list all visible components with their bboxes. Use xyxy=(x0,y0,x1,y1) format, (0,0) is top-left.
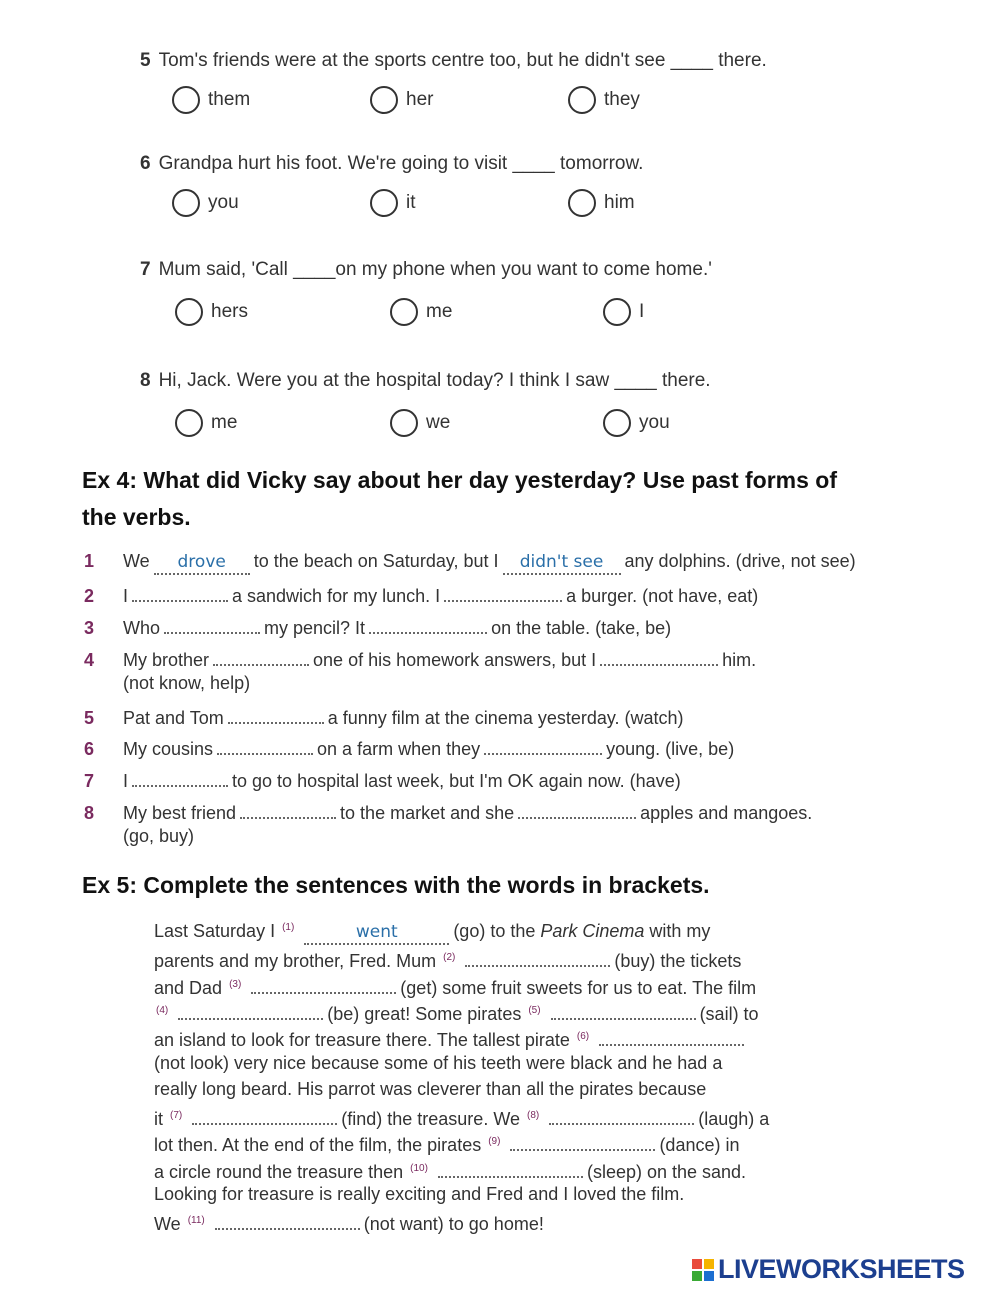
sentence-text: young. (live, be) xyxy=(606,739,735,759)
option-we[interactable] xyxy=(390,409,450,437)
sentence-text: apples and mangoes. xyxy=(640,803,813,823)
gap-number: (9) xyxy=(488,1136,501,1148)
option-they[interactable] xyxy=(568,86,640,114)
option-it[interactable] xyxy=(370,189,416,217)
passage-text: a circle round the treasure then xyxy=(154,1161,409,1182)
ex5-line xyxy=(154,1000,759,1025)
question-text: Hi, Jack. Were you at the hospital today? I think I saw ____ there. xyxy=(158,370,711,391)
passage-text: (find) the treasure. We xyxy=(341,1109,525,1130)
gap-number: (7) xyxy=(170,1110,183,1122)
passage-text: an island to look for treasure there. The tallest pirate xyxy=(154,1030,575,1051)
gap-number: (11) xyxy=(187,1215,205,1227)
passage-text: (laugh) a xyxy=(698,1109,770,1130)
radio-button[interactable] xyxy=(390,409,418,437)
ex4-line xyxy=(84,799,812,824)
sentence-text: My best friend xyxy=(123,803,237,823)
passage-text: and Dad xyxy=(154,977,228,998)
passage-text: (sleep) on the sand. xyxy=(586,1161,747,1182)
answer-blank[interactable] xyxy=(369,614,487,634)
radio-button[interactable] xyxy=(568,189,596,217)
ex5-line xyxy=(154,1131,739,1156)
answer-blank[interactable] xyxy=(228,704,324,724)
passage-text: We xyxy=(154,1214,186,1235)
option-label: it xyxy=(406,192,416,213)
sentence-text: Who xyxy=(123,618,161,638)
ex4-line xyxy=(84,704,684,729)
gap-number: (6) xyxy=(576,1031,590,1043)
answer-blank[interactable] xyxy=(444,582,562,602)
sentence-text: We xyxy=(123,551,150,571)
item-number: 3 xyxy=(84,618,95,638)
sentence-text: him. xyxy=(722,650,757,670)
option-label: hers xyxy=(211,301,248,322)
option-label: me xyxy=(211,412,238,433)
option-label: them xyxy=(208,89,251,110)
sentence-text: on the table. (take, be) xyxy=(491,618,672,638)
radio-button[interactable] xyxy=(603,298,631,326)
gap-number: (5) xyxy=(528,1004,541,1016)
option-them[interactable] xyxy=(172,86,250,114)
answer-blank[interactable] xyxy=(438,1158,583,1178)
item-number: 2 xyxy=(84,586,95,606)
sentence-text: My brother xyxy=(123,650,210,670)
passage-text: (sail) to xyxy=(699,1003,759,1024)
radio-button[interactable] xyxy=(390,298,418,326)
option-me[interactable] xyxy=(390,298,452,326)
ex5-line xyxy=(154,1026,748,1051)
answer-blank[interactable] xyxy=(132,582,228,602)
radio-button[interactable] xyxy=(603,409,631,437)
option-hers[interactable] xyxy=(175,298,248,326)
answer-blank[interactable] xyxy=(215,1210,360,1230)
radio-button[interactable] xyxy=(370,189,398,217)
passage-text: (get) some fruit sweets for us to eat. The film xyxy=(400,977,757,998)
ex5-line xyxy=(154,1105,769,1130)
gap-number: (2) xyxy=(443,952,456,964)
option-label: you xyxy=(208,192,239,213)
ex5-line xyxy=(154,947,741,972)
answer-blank[interactable] xyxy=(213,646,309,666)
option-label: I xyxy=(639,301,645,322)
option-label: we xyxy=(426,412,451,433)
logo-text: LIVEWORKSHEETS xyxy=(718,1254,965,1284)
question-text: Mum said, 'Call ____on my phone when you want to come home.' xyxy=(158,259,712,280)
sentence-text: my pencil? It xyxy=(264,618,366,638)
answer-blank[interactable] xyxy=(178,1000,323,1020)
ex4-line xyxy=(84,673,250,694)
option-me[interactable] xyxy=(175,409,237,437)
ex5-line xyxy=(154,1053,722,1074)
answer-blank[interactable]: drove xyxy=(154,555,250,575)
sentence-text: a burger. (not have, eat) xyxy=(566,586,759,606)
passage-text: Looking for treasure is really exciting and Fred and I loved the film. xyxy=(154,1184,685,1204)
answer-blank[interactable] xyxy=(132,767,228,787)
passage-text: Last Saturday I xyxy=(154,921,281,941)
answer-blank[interactable] xyxy=(549,1105,694,1125)
sentence-text: I xyxy=(123,586,129,606)
option-her[interactable] xyxy=(370,86,433,114)
option-him[interactable] xyxy=(568,189,635,217)
passage-text: (not want) to go home! xyxy=(363,1214,544,1235)
answer-blank[interactable] xyxy=(217,735,313,755)
sentence-text: a funny film at the cinema yesterday. (watch) xyxy=(327,708,684,728)
question-number: 6 xyxy=(140,153,151,174)
ex4-line xyxy=(84,767,681,792)
passage-text: it xyxy=(154,1109,169,1130)
option-label: him xyxy=(604,192,635,213)
radio-button[interactable] xyxy=(172,189,200,217)
option-label: you xyxy=(639,412,670,433)
radio-button[interactable] xyxy=(568,86,596,114)
passage-text: (be) great! Some pirates xyxy=(327,1003,527,1024)
radio-button[interactable] xyxy=(175,409,203,437)
passage-italic-text: Park Cinema xyxy=(540,921,650,941)
question-6 xyxy=(140,153,643,175)
ex5-line xyxy=(154,1079,706,1100)
passage-text: lot then. At the end of the film, the pirates xyxy=(154,1135,487,1156)
ex4-line xyxy=(84,551,856,575)
ex4-heading-line1: Ex 4: What did Vicky say about her day yesterday? Use past forms of xyxy=(82,467,837,493)
answer-blank[interactable] xyxy=(518,799,636,819)
ex5-line xyxy=(154,1210,544,1235)
answer-blank[interactable] xyxy=(240,799,336,819)
question-text: Tom's friends were at the sports centre too, but he didn't see ____ there. xyxy=(158,50,767,71)
radio-button[interactable] xyxy=(175,298,203,326)
option-I[interactable] xyxy=(603,298,644,326)
ex5-heading: Ex 5: Complete the sentences with the words in brackets. xyxy=(82,872,710,898)
item-number: 6 xyxy=(84,739,95,759)
answer-blank[interactable]: didn't see xyxy=(503,555,621,575)
question-5 xyxy=(140,50,767,72)
answer-blank[interactable] xyxy=(251,974,396,994)
passage-text: parents and my brother, Fred. Mum xyxy=(154,951,442,972)
gap-number: (3) xyxy=(229,978,242,990)
sentence-text: to the market and she xyxy=(340,803,515,823)
gap-number: (1) xyxy=(282,922,295,933)
answer-blank[interactable] xyxy=(551,1000,696,1020)
question-7 xyxy=(140,259,712,281)
answer-blank[interactable] xyxy=(192,1105,337,1125)
passage-text: (dance) in xyxy=(659,1135,740,1156)
sentence-text: a sandwich for my lunch. I xyxy=(232,586,441,606)
item-number: 8 xyxy=(84,803,95,823)
answer-blank[interactable]: went xyxy=(304,925,449,945)
question-text: Grandpa hurt his foot. We're going to visit ____ tomorrow. xyxy=(158,153,644,174)
ex4-line xyxy=(84,582,758,607)
passage-text: (not look) very nice because some of his teeth were black and he had a xyxy=(154,1052,723,1073)
logo-mark-icon xyxy=(692,1259,714,1281)
option-label: me xyxy=(426,301,453,322)
ex4-line xyxy=(84,735,734,760)
radio-button[interactable] xyxy=(370,86,398,114)
passage-text: (buy) the tickets xyxy=(614,951,742,972)
answer-blank[interactable] xyxy=(600,646,718,666)
ex4-heading-line2: the verbs. xyxy=(82,504,191,530)
sentence-text: Pat and Tom xyxy=(123,708,224,728)
sentence-text: on a farm when they xyxy=(317,739,481,759)
option-you[interactable] xyxy=(172,189,239,217)
answer-blank[interactable] xyxy=(164,614,260,634)
passage-text: with my xyxy=(649,921,711,941)
option-label: her xyxy=(406,89,434,110)
passage-text: really long beard. His parrot was cleverer than all the pirates because xyxy=(154,1078,707,1099)
option-you[interactable] xyxy=(603,409,670,437)
item-number: 1 xyxy=(84,551,95,571)
sentence-text: (not know, help) xyxy=(123,673,251,693)
item-number: 5 xyxy=(84,708,95,728)
answer-blank[interactable] xyxy=(510,1131,655,1151)
gap-number: (10) xyxy=(410,1162,428,1174)
sentence-text: (go, buy) xyxy=(123,826,195,846)
ex5-line xyxy=(154,974,756,999)
liveworksheets-logo xyxy=(692,1254,965,1285)
sentence-text: to go to hospital last week, but I'm OK again now. (have) xyxy=(232,771,681,791)
ex4-line xyxy=(84,646,756,671)
item-number: 4 xyxy=(84,650,95,670)
ex4-line xyxy=(84,826,194,847)
passage-text: (go) to the xyxy=(453,921,541,941)
question-number: 7 xyxy=(140,259,151,280)
sentence-text: one of his homework answers, but I xyxy=(313,650,597,670)
ex5-line xyxy=(154,921,710,945)
ex5-line xyxy=(154,1158,746,1183)
ex4-line xyxy=(84,614,671,639)
item-number: 7 xyxy=(84,771,95,791)
gap-number: (4) xyxy=(156,1004,169,1016)
answer-blank[interactable] xyxy=(599,1026,744,1046)
sentence-text: I xyxy=(123,771,129,791)
gap-number: (8) xyxy=(527,1110,540,1122)
option-label: they xyxy=(604,89,640,110)
sentence-text: My cousins xyxy=(123,739,214,759)
ex5-line xyxy=(154,1184,684,1205)
radio-button[interactable] xyxy=(172,86,200,114)
question-number: 5 xyxy=(140,50,151,71)
sentence-text: any dolphins. (drive, not see) xyxy=(624,551,856,571)
answer-blank[interactable] xyxy=(484,735,602,755)
question-number: 8 xyxy=(140,370,151,391)
answer-blank[interactable] xyxy=(465,947,610,967)
question-8 xyxy=(140,370,711,392)
sentence-text: to the beach on Saturday, but I xyxy=(253,551,499,571)
